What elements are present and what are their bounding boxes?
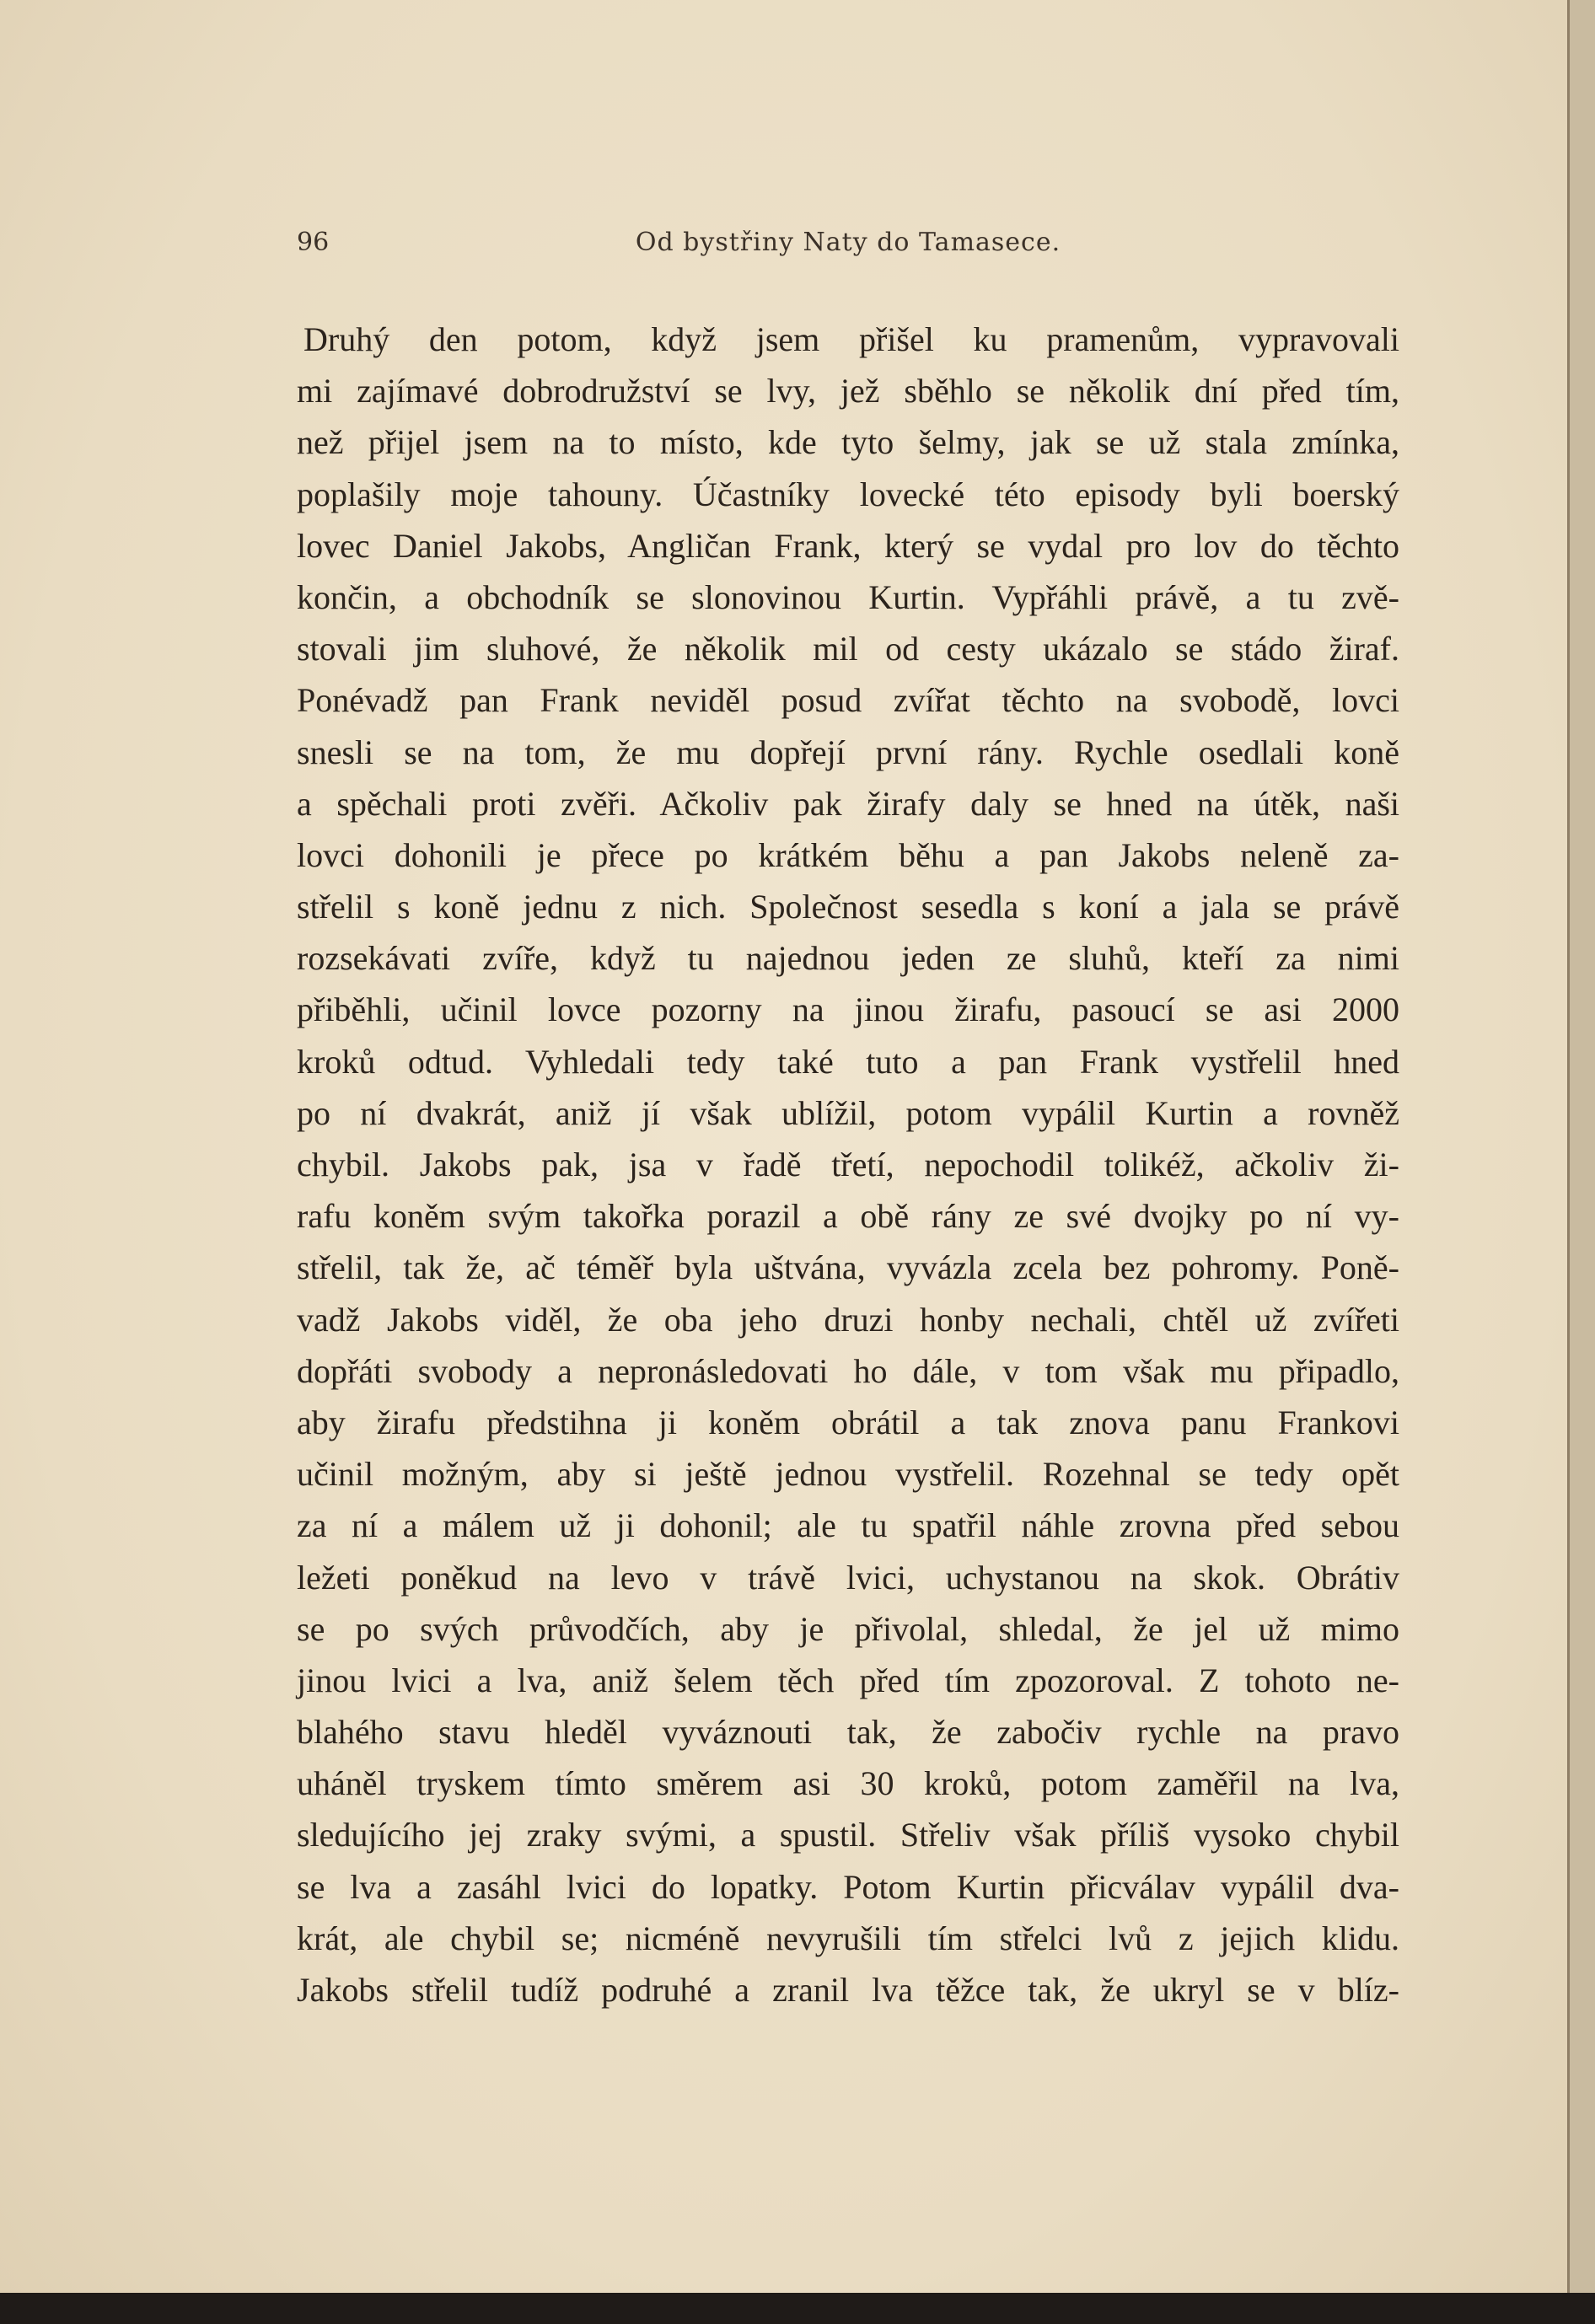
text-line: se po svých průvodčích, aby je přivolal, shledal, že jel už mimo — [297, 1609, 1399, 1648]
text-line: končin, a obchodník se slonovinou Kurtin. Vypřáhli právě, a tu zvě- — [297, 577, 1399, 616]
body-text — [297, 314, 1399, 2015]
text-line: učinil možným, aby si ještě jednou vystřelil. Rozehnal se tedy opět — [297, 1455, 1399, 1494]
page-gutter — [1567, 0, 1595, 2324]
text-line: blahého stavu hleděl vyváznouti tak, že zabočiv rychle na pravo — [297, 1713, 1399, 1752]
text-line: Druhý den potom, když jsem přišel ku pramenům, vypravovali — [303, 320, 1399, 358]
text-line: jinou lvici a lva, aniž šelem těch před tím zpozoroval. Z tohoto ne- — [297, 1661, 1399, 1699]
text-line: chybil. Jakobs pak, jsa v řadě třetí, nepochodil tolikéž, ačkoliv ži- — [297, 1146, 1399, 1183]
text-line: rozsekávati zvíře, když tu najednou jeden ze sluhů, kteří za nimi — [297, 939, 1399, 978]
running-head — [297, 228, 1399, 270]
text-line: se lva a zasáhl lvici do lopatky. Potom Kurtin přicválav vypálil dva- — [297, 1867, 1399, 1906]
scan-edge — [0, 2293, 1595, 2324]
text-line: střelil, tak že, ač téměř byla uštvána, vyvázla zcela bez pohromy. Poně- — [297, 1248, 1399, 1287]
text-line: snesli se na tom, že mu dopřejí první rány. Rychle osedlali koně — [297, 733, 1399, 771]
text-line: lovci dohonili je přece po krátkém běhu a pan Jakobs neleně za- — [297, 835, 1399, 874]
text-line: přiběhli, učinil lovce pozorny na jinou žirafu, pasoucí se asi 2000 — [297, 990, 1399, 1029]
text-line: sledujícího jej zraky svými, a spustil. Střeliv však příliš vysoko chybil — [297, 1816, 1399, 1854]
text-line: Ponévadž pan Frank neviděl posud zvířat těchto na svobodě, lovci — [297, 681, 1399, 720]
text-line: stovali jim sluhové, že několik mil od cesty ukázalo se stádo žiraf. — [297, 630, 1399, 668]
text-line: a spěchali proti zvěři. Ačkoliv pak žirafy daly se hned na útěk, naši — [297, 784, 1399, 823]
text-line: aby žirafu předstihna ji koněm obrátil a tak znova panu Frankovi — [297, 1403, 1399, 1441]
page-number: 96 — [297, 228, 330, 257]
text-line: než přijel jsem na to místo, kde tyto šelmy, jak se už stala zmínka, — [297, 423, 1399, 462]
text-line: střelil s koně jednu z nich. Společnost sesedla s koní a jala se právě — [297, 888, 1399, 926]
text-line: dopřáti svobody a nepronásledovati ho dále, v tom však mu připadlo, — [297, 1351, 1399, 1390]
text-line: ležeti poněkud na levo v trávě lvici, uchystanou na skok. Obrátiv — [297, 1558, 1399, 1597]
running-title: Od bystřiny Naty do Tamasece. — [635, 228, 1061, 257]
text-line: po ní dvakrát, aniž jí však ublížil, potom vypálil Kurtin a rovněž — [297, 1093, 1399, 1132]
text-line: lovec Daniel Jakobs, Angličan Frank, který se vydal pro lov do těchto — [297, 526, 1399, 565]
text-line: vadž Jakobs viděl, že oba jeho druzi honby nechali, chtěl už zvířeti — [297, 1300, 1399, 1339]
text-line: poplašily moje tahouny. Účastníky lovecké této episody byli boerský — [297, 475, 1399, 513]
text-line: Jakobs střelil tudíž podruhé a zranil lva těžce tak, že ukryl se v blíz- — [297, 1971, 1399, 2009]
text-line: mi zajímavé dobrodružství se lvy, jež sběhlo se několik dní před tím, — [297, 372, 1399, 411]
text-line: rafu koněm svým takořka porazil a obě rány ze své dvojky po ní vy- — [297, 1197, 1399, 1236]
text-line: kroků odtud. Vyhledali tedy také tuto a pan Frank vystřelil hned — [297, 1042, 1399, 1081]
text-line: uháněl tryskem tímto směrem asi 30 kroků, potom zaměřil na lva, — [297, 1764, 1399, 1803]
text-line: za ní a málem už ji dohonil; ale tu spatřil náhle zrovna před sebou — [297, 1506, 1399, 1545]
text-line: krát, ale chybil se; nicméně nevyrušili tím střelci lvů z jejich klidu. — [297, 1919, 1399, 1957]
